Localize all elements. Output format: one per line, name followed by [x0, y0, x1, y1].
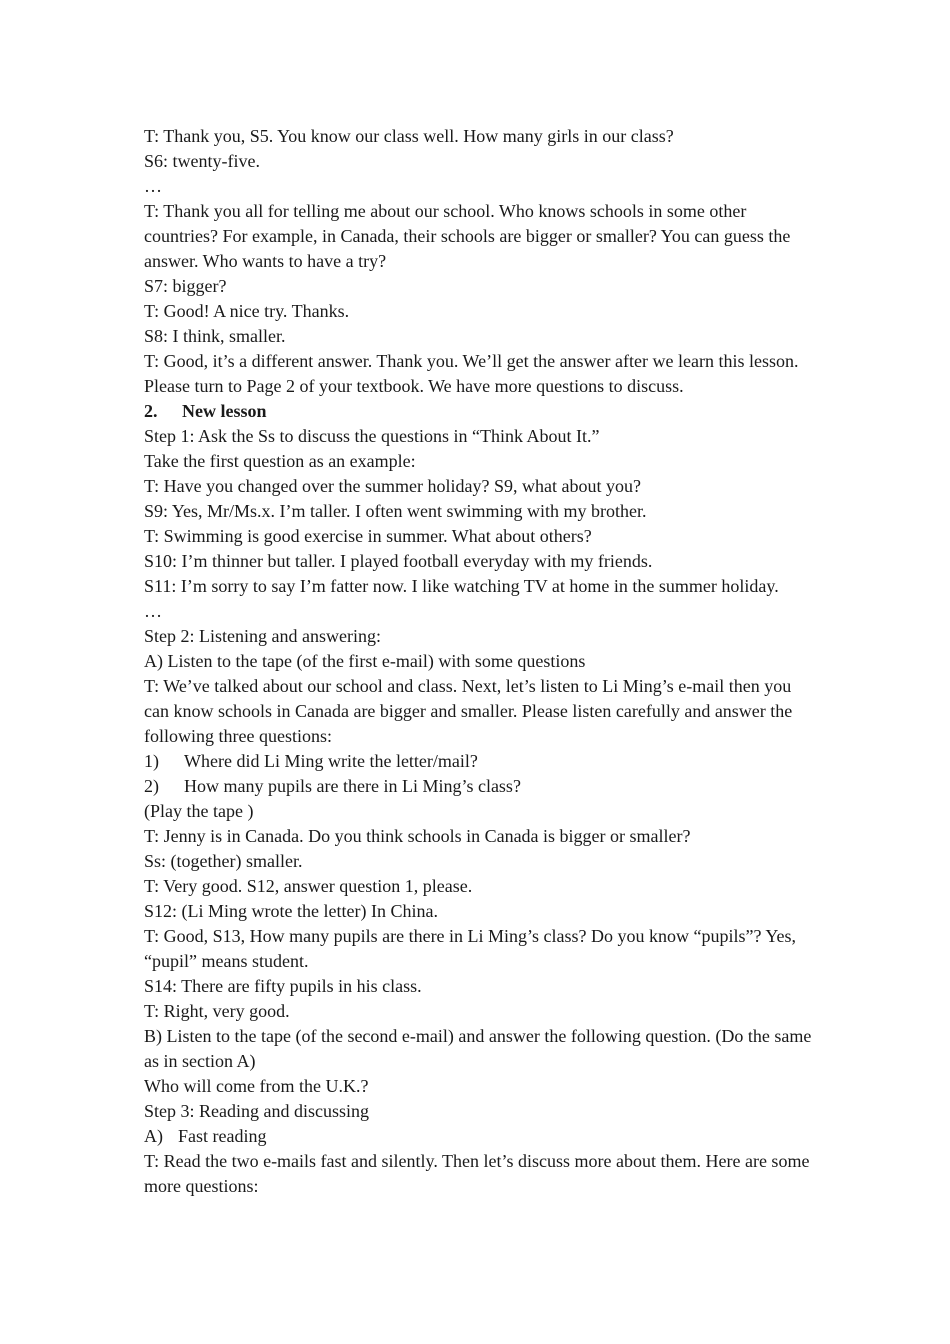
dialogue-line: T: Thank you, S5. You know our class well. How many girls in our class?	[144, 126, 674, 146]
question-text: Where did Li Ming write the letter/mail?	[184, 751, 478, 771]
dialogue-line: T: Good, S13, How many pupils are there in Li Ming’s class? Do you know “pupils”? Yes, “pupil” means student.	[144, 926, 797, 971]
dialogue-line: S7: bigger?	[144, 276, 227, 296]
section-heading	[144, 399, 814, 424]
instruction-line: Take the first question as an example:	[144, 451, 416, 471]
stage-direction: (Play the tape )	[144, 801, 254, 821]
step-line: Step 3: Reading and discussing	[144, 1101, 369, 1121]
document-page	[144, 124, 814, 1199]
reading-subsection	[144, 1124, 814, 1149]
dialogue-line: S9: Yes, Mr/Ms.x. I’m taller. I often went swimming with my brother.	[144, 501, 647, 521]
instruction-line: A) Listen to the tape (of the first e-mail) with some questions	[144, 651, 586, 671]
question-item	[144, 749, 814, 774]
dialogue-line: S10: I’m thinner but taller. I played football everyday with my friends.	[144, 551, 653, 571]
dialogue-line: Ss: (together) smaller.	[144, 851, 303, 871]
question-number: 2)	[144, 776, 159, 796]
subsection-label: A)	[144, 1126, 163, 1146]
dialogue-line: S11: I’m sorry to say I’m fatter now. I like watching TV at home in the summer holiday.	[144, 576, 779, 596]
section-title: New lesson	[182, 401, 267, 421]
dialogue-line: S8: I think, smaller.	[144, 326, 286, 346]
subsection-title: Fast reading	[178, 1126, 267, 1146]
question-line: Who will come from the U.K.?	[144, 1076, 369, 1096]
step-line: Step 1: Ask the Ss to discuss the questions in “Think About It.”	[144, 426, 600, 446]
ellipsis-line: …	[144, 176, 162, 196]
step-line: Step 2: Listening and answering:	[144, 626, 381, 646]
dialogue-line: T: Have you changed over the summer holiday? S9, what about you?	[144, 476, 641, 496]
question-text: How many pupils are there in Li Ming’s class?	[184, 776, 521, 796]
dialogue-line: S6: twenty-five.	[144, 151, 260, 171]
dialogue-line: S14: There are fifty pupils in his class.	[144, 976, 422, 996]
question-item	[144, 774, 814, 799]
dialogue-line: T: Thank you all for telling me about our school. Who knows schools in some other countries? For example, in Canada, their schools are bigger or smaller? You can guess the answer. Who wants to have a try?	[144, 201, 791, 271]
dialogue-line: T: Very good. S12, answer question 1, please.	[144, 876, 473, 896]
section-number: 2.	[144, 401, 158, 421]
dialogue-line: T: Good! A nice try. Thanks.	[144, 301, 350, 321]
dialogue-line: T: Swimming is good exercise in summer. What about others?	[144, 526, 592, 546]
instruction-line: B) Listen to the tape (of the second e-mail) and answer the following question. (Do the same as in section A)	[144, 1026, 812, 1071]
dialogue-line: T: Right, very good.	[144, 1001, 290, 1021]
dialogue-line: T: Read the two e-mails fast and silently. Then let’s discuss more about them. Here are some more questions:	[144, 1151, 810, 1196]
dialogue-line: S12: (Li Ming wrote the letter) In China.	[144, 901, 438, 921]
question-number: 1)	[144, 751, 159, 771]
dialogue-line: T: We’ve talked about our school and class. Next, let’s listen to Li Ming’s e-mail then you can know schools in Canada are bigger and smaller. Please listen carefully and answer the following three questions:	[144, 676, 793, 746]
ellipsis-line: …	[144, 601, 162, 621]
dialogue-line: T: Good, it’s a different answer. Thank you. We’ll get the answer after we learn this lesson. Please turn to Page 2 of your textbook. We have more questions to discuss.	[144, 351, 799, 396]
dialogue-line: T: Jenny is in Canada. Do you think schools in Canada is bigger or smaller?	[144, 826, 691, 846]
